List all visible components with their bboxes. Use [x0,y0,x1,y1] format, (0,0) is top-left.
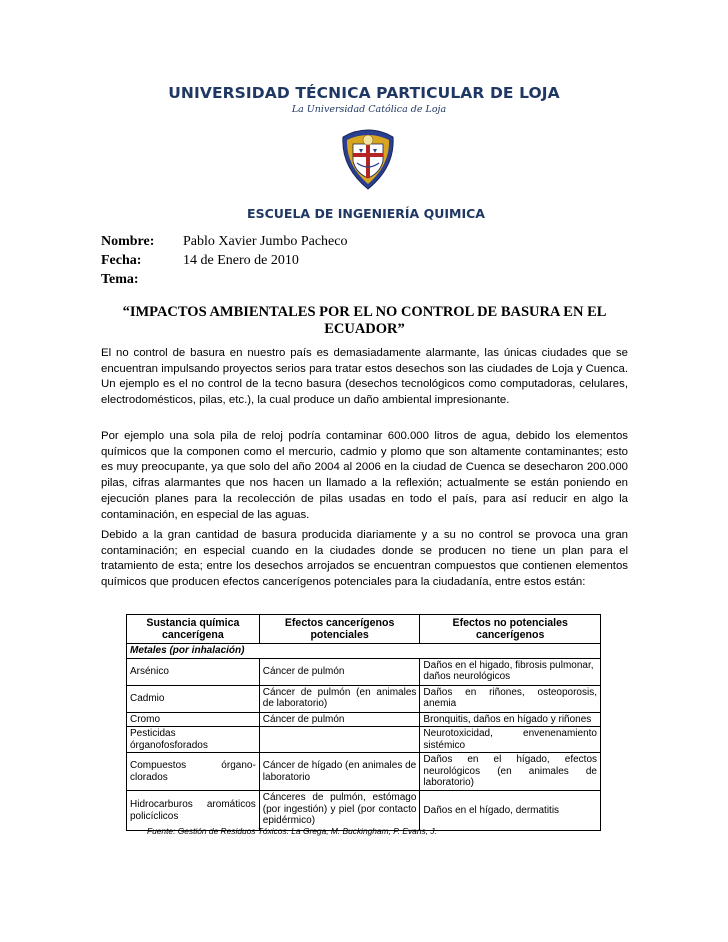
fecha-label: Fecha: [101,253,142,268]
cell-non-carcinogenic: Daños en el hígado, efectos neurológicos (en animales de laboratorio) [420,753,601,791]
cell-substance: Cromo [127,712,260,727]
cell-carcinogenic: Cáncer de pulmón [259,712,420,727]
document-title [101,304,628,338]
cell-substance: Arsénico [127,658,260,685]
header-substance: Sustancia química cancerígena [127,615,260,644]
cell-non-carcinogenic: Neurotoxicidad, envenenamiento sistémico [420,727,601,753]
cell-substance: Pesticidas órganofosforados [127,727,260,753]
cell-carcinogenic: Cáncer de pulmón (en animales de laboratorio) [259,685,420,712]
header-carcinogenic-effects: Efectos cancerígenos potenciales [259,615,420,644]
cell-substance: Cadmio [127,685,260,712]
university-name: UNIVERSIDAD TÉCNICA PARTICULAR DE LOJA [168,84,560,102]
cell-non-carcinogenic: Bronquitis, daños en hígado y riñones [420,712,601,727]
cell-non-carcinogenic: Daños en el higado, fibrosis pulmonar, daños neurológicos [420,658,601,685]
paragraph-3: Debido a la gran cantidad de basura producida diariamente y a su no control se provoca una gran contaminación; en especial cuando en la ciudades donde se producen no tiene un plan para el tratamiento de esta; entre los desechos arrojados se encuentran compuestos que contienen elementos químicos que producen efectos cancerígenos potenciales para la ciudadanía, entre estos están: [101,529,628,589]
table-row [127,727,601,753]
cell-carcinogenic [259,727,420,753]
cell-carcinogenic: Cáncer de pulmón [259,658,420,685]
tema-label: Tema: [101,272,139,287]
carcinogen-table [126,614,601,831]
title-line-1: “IMPACTOS AMBIENTALES POR EL NO CONTROL DE BASURA EN EL [122,304,607,320]
header-non-carcinogenic-effects: Efectos no potenciales cancerígenos [420,615,601,644]
table-row [127,753,601,791]
table-row [127,685,601,712]
school-name: ESCUELA DE INGENIERÍA QUIMICA [247,206,485,221]
title-line-2: ECUADOR” [324,321,405,337]
table-header-row [127,615,601,644]
table-row [127,658,601,685]
table-source: Fuente: Gestión de Residuos Tóxicos. La Grega, M. Buckingham, P. Evans, J. [147,826,437,836]
nombre-label: Nombre: [101,234,155,249]
paragraph-2: Por ejemplo una sola pila de reloj podría contaminar 600.000 litros de agua, debido los elementos químicos que la componen como el mercurio, cadmio y plomo que son altamente contaminantes; esto es muy preocupante, ya que solo del año 2004 al 2006 en la ciudad de Cuenca se desecharon 200.000 pilas, cifras alarmantes que nos hacen un llamado a la reflexión; actualmente se están poniendo en ejecución planes para la recolección de pilas usadas en todo el país, para así reducir en algo la contaminación, en especial de las aguas. [101,430,628,521]
category-metals: Metales (por inhalación) [127,644,601,659]
nombre-value: Pablo Xavier Jumbo Pacheco [183,234,348,249]
paragraph-1: El no control de basura en nuestro país es demasiadamente alarmante, las únicas ciudades que se encuentran impulsando proyectos serios para tratar estos desechos son las ciudades de Loja y Cuenca. Un ejemplo es el no control de la tecno basura (desechos tecnológicos como computadoras, celulares, electrodomésticos, pilas, etc.), la cual produce un daño ambiental impresionante. [101,347,628,407]
cell-substance: Hidrocarburos aromáticos policíclicos [127,791,260,831]
cell-carcinogenic: Cáncer de hígado (en animales de laboratorio [259,753,420,791]
university-motto: La Universidad Católica de Loja [291,104,447,115]
cell-non-carcinogenic: Daños en riñones, osteoporosis, anemia [420,685,601,712]
table-category-row [127,644,601,659]
university-crest-icon [337,127,399,191]
cell-non-carcinogenic: Daños en el hígado, dermatitis [420,791,601,831]
cell-carcinogenic: Cánceres de pulmón, estómago (por ingestión) y piel (por contacto epidérmico) [259,791,420,831]
cell-substance: Compuestos órgano-clorados [127,753,260,791]
table-row [127,791,601,831]
table-row [127,712,601,727]
fecha-value: 14 de Enero de 2010 [183,253,299,268]
